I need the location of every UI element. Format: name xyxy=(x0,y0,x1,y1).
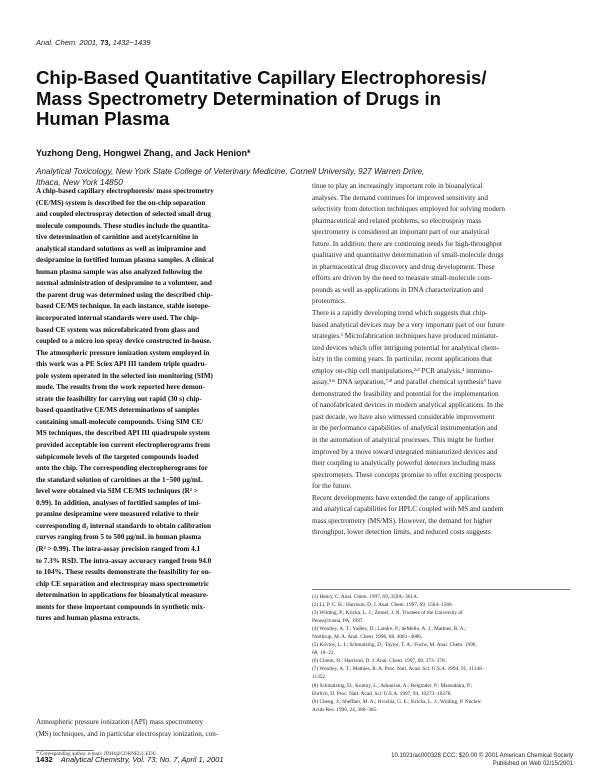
affiliation-line: Analytical Toxicology, New York State College of Veterinary Medicine, Cornell University, 927 Warren Drive, xyxy=(36,167,425,176)
body-line: analyses. The demand continues for improved sensitivity and xyxy=(312,193,488,202)
abstract-line: curves ranging from 5 to 500 μg/mL in human plasma xyxy=(36,533,202,542)
abstract-line: pole system operated in the selected ion monitoring (SIM) xyxy=(36,371,213,380)
abstract-line: to 7.3% RSD. The intra-assay accuracy ranged from 94.0 xyxy=(36,556,212,565)
abstract-line: normal administration of desipramine to a volunteer, and xyxy=(36,279,212,288)
body-line: employ on-chip cell manipulations,²ʴ³ PCR analysis,⁴ immuno- xyxy=(312,366,493,375)
body-line: mass spectrometry (MS/MS). However, the demand for higher xyxy=(312,516,492,525)
abstract-line: the standard solution of carnitines at the 1−500 μg/mL xyxy=(36,475,203,484)
reference-item: Ehrlich, D. Proc. Natl. Acad. Sci. U.S.A. 1997, 94, 10273−10278. xyxy=(312,690,452,697)
body-line: past decade, we have also witnessed considerable improvement xyxy=(312,412,495,421)
reference-item: 11352. xyxy=(312,674,327,681)
body-line: istry in the coming years. In particular, recent applications that xyxy=(312,355,492,364)
abstract-line: chip CE separation and electrospray mass spectrometric xyxy=(36,579,210,588)
abstract-line: containing small-molecule compounds. Using SIM CE/ xyxy=(36,417,204,426)
reference-item: (9) Cheng, J.; Sheffner, M. A.; Hvichia, G. E.; Kricka, L. J.; Wilding, P. Nucleic xyxy=(312,698,482,705)
body-line: in the automation of analytical processes. This might be further xyxy=(312,436,494,445)
abstract-line: tures and human plasma extracts. xyxy=(36,614,140,623)
title-line: Chip-Based Quantitative Capillary Electrophoresis/ xyxy=(36,67,487,88)
body-line: selectivity from detection techniques employed for solving modern xyxy=(312,205,506,214)
journal-pages: 1432−1439 xyxy=(112,38,151,47)
abstract-line: (R² > 0.99). The intra-assay precision ranged from 4.1 xyxy=(36,544,201,553)
body-line: throughput, lower detection limits, and reduced costs suggests xyxy=(312,528,491,537)
reference-item: Acids Res. 1996, 24, 380−385. xyxy=(312,706,378,713)
abstract-line: provided acceptable ion current electropherograms from xyxy=(36,441,211,450)
title-line: Human Plasma xyxy=(36,108,170,129)
page-footer-right xyxy=(380,752,573,768)
reference-item: (1) Henry, C. Anal. Chem. 1997, 69, 359A−361A. xyxy=(312,594,419,600)
reference-list xyxy=(312,593,574,714)
abstract-line: based CE system was microfabricated from glass and xyxy=(36,325,200,334)
body-line: of nanofabricated devices in modern analytical applications. In the xyxy=(312,401,504,410)
doi-line: 10.1021/ac000328 CCC: $20.00 © 2001 American Chemical Society xyxy=(391,753,573,759)
body-line: based analytical devices may be a very important part of our future xyxy=(312,320,505,329)
corresponding-author-footnote: * Corresponding author. e-mail: JDH4@CORNELL.EDU. xyxy=(36,751,158,757)
abstract-line: determination in applications for bioanalytical measure- xyxy=(36,591,209,600)
body-line: and analytical capabilities for HPLC coupled with MS and tandem xyxy=(312,505,504,514)
journal-reference xyxy=(36,38,151,47)
abstract-line: corresponding d₃ internal standards to obtain calibration xyxy=(36,521,211,530)
reference-item: (4) Woolley, A. T.; Yadley, D.; Landre, P.; deMello, A. J.; Mathies, R. A.; xyxy=(312,626,467,633)
body-line: efforts are driven by the need to measure small-molecule com- xyxy=(312,274,493,283)
abstract-line: 0.99). In addition, analyses of fortified samples of imi- xyxy=(36,498,201,507)
page-number: 1432 xyxy=(36,755,53,764)
reference-item: (2) Li, P. C. H.; Harrison, D. J. Anal. Chem. 1997, 69, 1564−1568. xyxy=(312,602,453,609)
body-line: future. In addition, there are continuing needs for high-throughput xyxy=(312,239,503,248)
body-line: demonstrated the feasibility and potential for the implementation xyxy=(312,389,499,398)
body-line: pharmaceutical and related problems, so electrospray mass xyxy=(312,216,482,225)
reference-item: (7) Woolley, A. T.; Mathies, R. A. Proc. Natl. Acad. Sci. U.S.A. 1994, 91, 11348− xyxy=(312,666,485,673)
reference-item: 68, 18−22. xyxy=(312,650,335,657)
page-footer-left xyxy=(36,755,224,764)
intro-text-column-2 xyxy=(312,181,570,539)
journal-name: Anal. Chem. xyxy=(36,38,78,47)
abstract-line: level were obtained via SIM CE/MS techniques (R² > xyxy=(36,487,198,496)
abstract-line: molecule compounds. These studies include the quantita- xyxy=(36,221,211,230)
abstract-line: tive determination of carnitine and acetylcarnitine in xyxy=(36,233,199,242)
abstract-line: strate the feasibility for carrying out rapid (30 s) chip- xyxy=(36,394,202,403)
body-line: strategies.¹ Microfabrication techniques have produced miniatur- xyxy=(312,332,499,341)
abstract-line: based CE/MS technique. In each instance, stable isotope- xyxy=(36,302,211,311)
body-line: spectrometers. These concepts promise to offer exciting prospects xyxy=(312,470,502,479)
reference-item: Pennsylvania, PA, 1997. xyxy=(312,618,364,625)
reference-item: (3) Wilding, P.; Kricka, L. J.; Zemel, J. N. Trustees of the University of xyxy=(312,610,463,617)
abstract-line: and coupled electrospray detection of selected small drug xyxy=(36,210,211,219)
abstract-line: A chip-based capillary electrophoresis/ mass spectrometry xyxy=(36,187,214,195)
abstract-line: desipramine in fortified human plasma samples. A clinical xyxy=(36,256,214,265)
abstract-line: analytical standard solutions as well as imipramine and xyxy=(36,244,206,253)
abstract-line: the parent drug was determined using the described chip- xyxy=(36,290,213,299)
article-title xyxy=(36,68,576,130)
abstract-line: to 104%. These results demonstrate the feasibility for on- xyxy=(36,568,212,577)
reference-item: (8) Schmalzing, D.; Koutny, L.; Adourian, A.; Belgrader, P.; Matsudaira, P.; xyxy=(312,682,473,689)
affiliation-line: Ithaca, New York 14850 xyxy=(36,178,123,187)
abstract-line: incorporated internal standards were used. The chip- xyxy=(36,314,200,323)
body-line: in the performance capabilities of analytical instrumentation and xyxy=(312,424,498,433)
references-divider xyxy=(312,589,570,590)
abstract-line: subpicomole levels of the targeted compounds loaded xyxy=(36,452,199,461)
reference-item: (6) Chiem, N.; Harrison, D. J. Anal. Chem. 1997, 69, 373−378. xyxy=(312,658,446,665)
abstract-line: (CE/MS) system is described for the on-chip separation xyxy=(36,198,206,207)
abstract-line: human plasma sample was also analyzed following the xyxy=(36,267,203,276)
body-line: for the future. xyxy=(312,482,352,491)
body-line: ized devices which offer intriguing potential for analytical chem- xyxy=(312,343,500,352)
body-line: their coupling to analytically powerful detectors including mass xyxy=(312,459,496,468)
reference-item: Northrup, M. A. Anal. Chem. 1996, 68, 4081−4086. xyxy=(312,634,423,641)
footer-citation: Analytical Chemistry, Vol. 73, No. 7, April 1, 2001 xyxy=(60,755,224,764)
abstract-line: ments for these important compounds in synthetic mix- xyxy=(36,602,206,611)
body-line: in pharmaceutical drug discovery and drug development. These xyxy=(312,262,495,271)
body-line: tinue to play an increasingly important role in bioanalytical xyxy=(312,182,483,190)
author-list: Yuzhong Deng, Hongwei Zhang, and Jack Henion* xyxy=(36,148,251,158)
abstract-line: coupled to a micro ion spray device constructed in-house. xyxy=(36,337,212,346)
abstract-line: based quantitative CE/MS determinations of samples xyxy=(36,406,200,415)
intro-text-column-1 xyxy=(36,717,294,740)
body-line: pounds as well as applications in DNA characterization and xyxy=(312,285,484,294)
journal-year: 2001, xyxy=(79,38,99,47)
body-line: (MS) techniques, and in particular electrospray ionization, con- xyxy=(36,729,219,738)
journal-volume: 73, xyxy=(100,38,111,47)
abstract-line: onto the chip. The corresponding electropherograms for xyxy=(36,464,208,473)
body-line: proteomics. xyxy=(312,297,346,306)
abstract-line: pramine desipramine were measured relative to their xyxy=(36,510,199,519)
abstract-line: MS techniques, the described API III quadrupole system xyxy=(36,429,210,438)
body-line: Recent developments have extended the range of applications xyxy=(312,493,490,502)
body-line: qualitative and quantitative determination of small-molecule drugs xyxy=(312,251,504,260)
body-line: assay,⁵ʴ⁶ DNA separation,⁷ʴ⁸ and parallel chemical synthesis⁹ have xyxy=(312,378,502,387)
abstract xyxy=(36,186,294,625)
abstract-line: The atmospheric pressure ionization system employed in xyxy=(36,348,210,357)
published-line: Published on Web 02/15/2001 xyxy=(492,761,573,767)
body-line: spectrometry is considered an important part of our analytical xyxy=(312,228,490,237)
abstract-line: mode. The results from the work reported here demon- xyxy=(36,383,205,392)
abstract-line: this work was a PE Sciex API III tandem triple quadru- xyxy=(36,360,207,369)
reference-item: (5) Kovtoy, L. I.; Schmalzing, D.; Taylor, T. A.; Fuchs, M. Anal. Chem. 1996, xyxy=(312,642,477,649)
body-line: improved by a move toward integrated miniaturized devices and xyxy=(312,447,498,456)
body-line: Atmospheric pressure ionization (API) mass spectrometry xyxy=(36,718,204,726)
body-line: There is a rapidly developing trend which suggests that chip- xyxy=(312,309,488,318)
title-line: Mass Spectrometry Determination of Drugs in xyxy=(36,87,442,109)
